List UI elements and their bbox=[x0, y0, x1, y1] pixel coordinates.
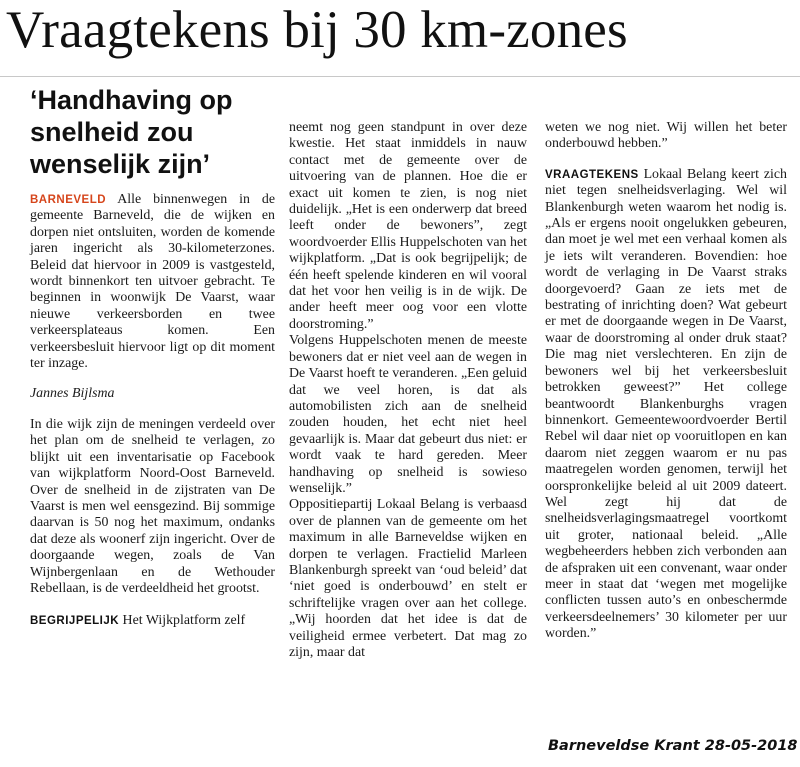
source-caption: Barneveldse Krant 28-05-2018 bbox=[548, 738, 798, 754]
paragraph-with-kicker bbox=[545, 167, 787, 643]
article-column-2 bbox=[289, 120, 527, 661]
headline-divider bbox=[0, 76, 800, 77]
section-kicker: BEGRIJPELIJK bbox=[30, 615, 120, 628]
paragraph-text: Het Wijkplatform zelf bbox=[119, 613, 246, 629]
paragraph: Volgens Huppelschoten menen de meeste bewoners dat er niet veel aan de wegen in De Vaarst hoeft te veranderen. „Een geluid dat we veel horen, is dat als automobilisten zich aan de snelheid zouden houden, het echt niet heel gevaarlijk is. Maar dat gebeurt dus niet: er wordt vaak te hard gereden. Meer handhaving op snelheid is sowieso wenselijk.” bbox=[289, 333, 527, 496]
intro-paragraph bbox=[30, 192, 275, 372]
subheadline: ‘Handhaving op snelheid zou wenselijk zijn’ bbox=[30, 85, 233, 179]
paragraph: neemt nog geen standpunt in over deze kwestie. Het staat inmiddels in nauw contact met de gemeente over de uitvoering van de plannen. Hoe die er exact uit komen te zien, is nog niet duidelijk. „Het is een onderwerp dat breed leeft onder de bewoners”, zegt woordvoerder Ellis Huppelschoten van het wijkplatform. „Dat is ook begrijpelijk; de één heeft spelende kinderen en wil vooral dat het voor hen veilig is in de wijk. De ander heeft meer oog voor een vlotte doorstroming.” bbox=[289, 120, 527, 332]
paragraph-text: Lokaal Belang keert zich niet tegen snelheidsverlaging. Wel wil Blankenburgh weten waarom het nodig is. „Als er ergens nooit ongelukken gebeuren, dan moet je wel met een verhaal komen als je iets wilt veranderen. Bovendien: hoe wordt de verlaging in De Vaarst straks doorgevoerd? Gaan ze iets met de bestrating of inrichting doen? Wat gebeurt er met de doorgaande wegen in De Vaarst, waar de doorstroming al onder druk staat? Die mag niet verslechteren. En zijn de bewoners wel bij het verkeersbesluit betrokken geweest?” Het college beantwoordt Blankenburghs vragen binnenkort. Gemeentewoordvoerder Bertil Rebel wil daar niet op vooruitlopen en kan daarom niet zeggen waarom er nu pas maatregelen worden genomen, terwijl het oorspronkelijke beleid al uit 2009 dateert. Wel zegt hij dat de snelheidsverlagingsmaatregel voortkomt uit groter, nationaal beleid. „Alle wegbeheerders hebben zich verbonden aan de afspraken uit een convenant, waar onder meer in staat dat ‘wegen met mogelijke conflicten tussen auto’s en onbeschermde verkeersdeelnemers’ 30 kilometer per uur worden.” bbox=[545, 166, 787, 642]
paragraph: weten we nog niet. Wij willen het beter onderbouwd hebben.” bbox=[545, 120, 787, 152]
paragraph: In die wijk zijn de meningen verdeeld over het plan om de snelheid te verlagen, zo blijkt uit een inventarisatie op Facebook van wijkplatform Noord-Oost Barneveld. Over de snelheid in de zijstraten van De Vaarst is men wel eensgezind. Bij sommige daarvan is 50 nog het maximum, ondanks dat deze als woonerf zijn ingericht. Over de doorgaande wegen, zoals de Van Wijnbergenlaan en de Wethouder Rebellaan, is de verdeeldheid het grootst. bbox=[30, 416, 275, 596]
dateline-kicker: BARNEVELD bbox=[30, 194, 107, 206]
headline: Vraagtekens bij 30 km-zones bbox=[6, 1, 628, 59]
section-kicker: VRAAGTEKENS bbox=[545, 168, 639, 181]
paragraph-with-kicker bbox=[30, 613, 275, 629]
intro-text: Alle binnenwegen in de gemeente Barneveld, die de wijken en dorpen niet ontsluiten, worden de komende jaren ingericht als 30-kilometerzones. Beleid dat hiervoor in 2009 is vastgesteld, wordt binnenkort ten uitvoer gebracht. Te beginnen in woonwijk De Vaarst, waar nieuwe verkeersborden en twee verkeersplateaus komen. Een verkeersbesluit hiervoor ligt op dit moment ter inzage. bbox=[30, 192, 275, 372]
article-column-1 bbox=[30, 84, 275, 630]
byline: Jannes Bijlsma bbox=[30, 386, 115, 402]
paragraph: Oppositiepartij Lokaal Belang is verbaasd over de plannen van de gemeente om het maximum in alle Barneveldse wijken en dorpen te verlagen. Fractielid Marleen Blankenburgh spreekt van ‘oud beleid’ dat ‘niet goed is onderbouwd’ en stelt er schriftelijke vragen over aan het college. „Wij hoorden dat het idee is dat de veiligheid ermee verbetert. Dat mag zo zijn, maar dat bbox=[289, 497, 527, 660]
article-column-3 bbox=[545, 120, 787, 643]
